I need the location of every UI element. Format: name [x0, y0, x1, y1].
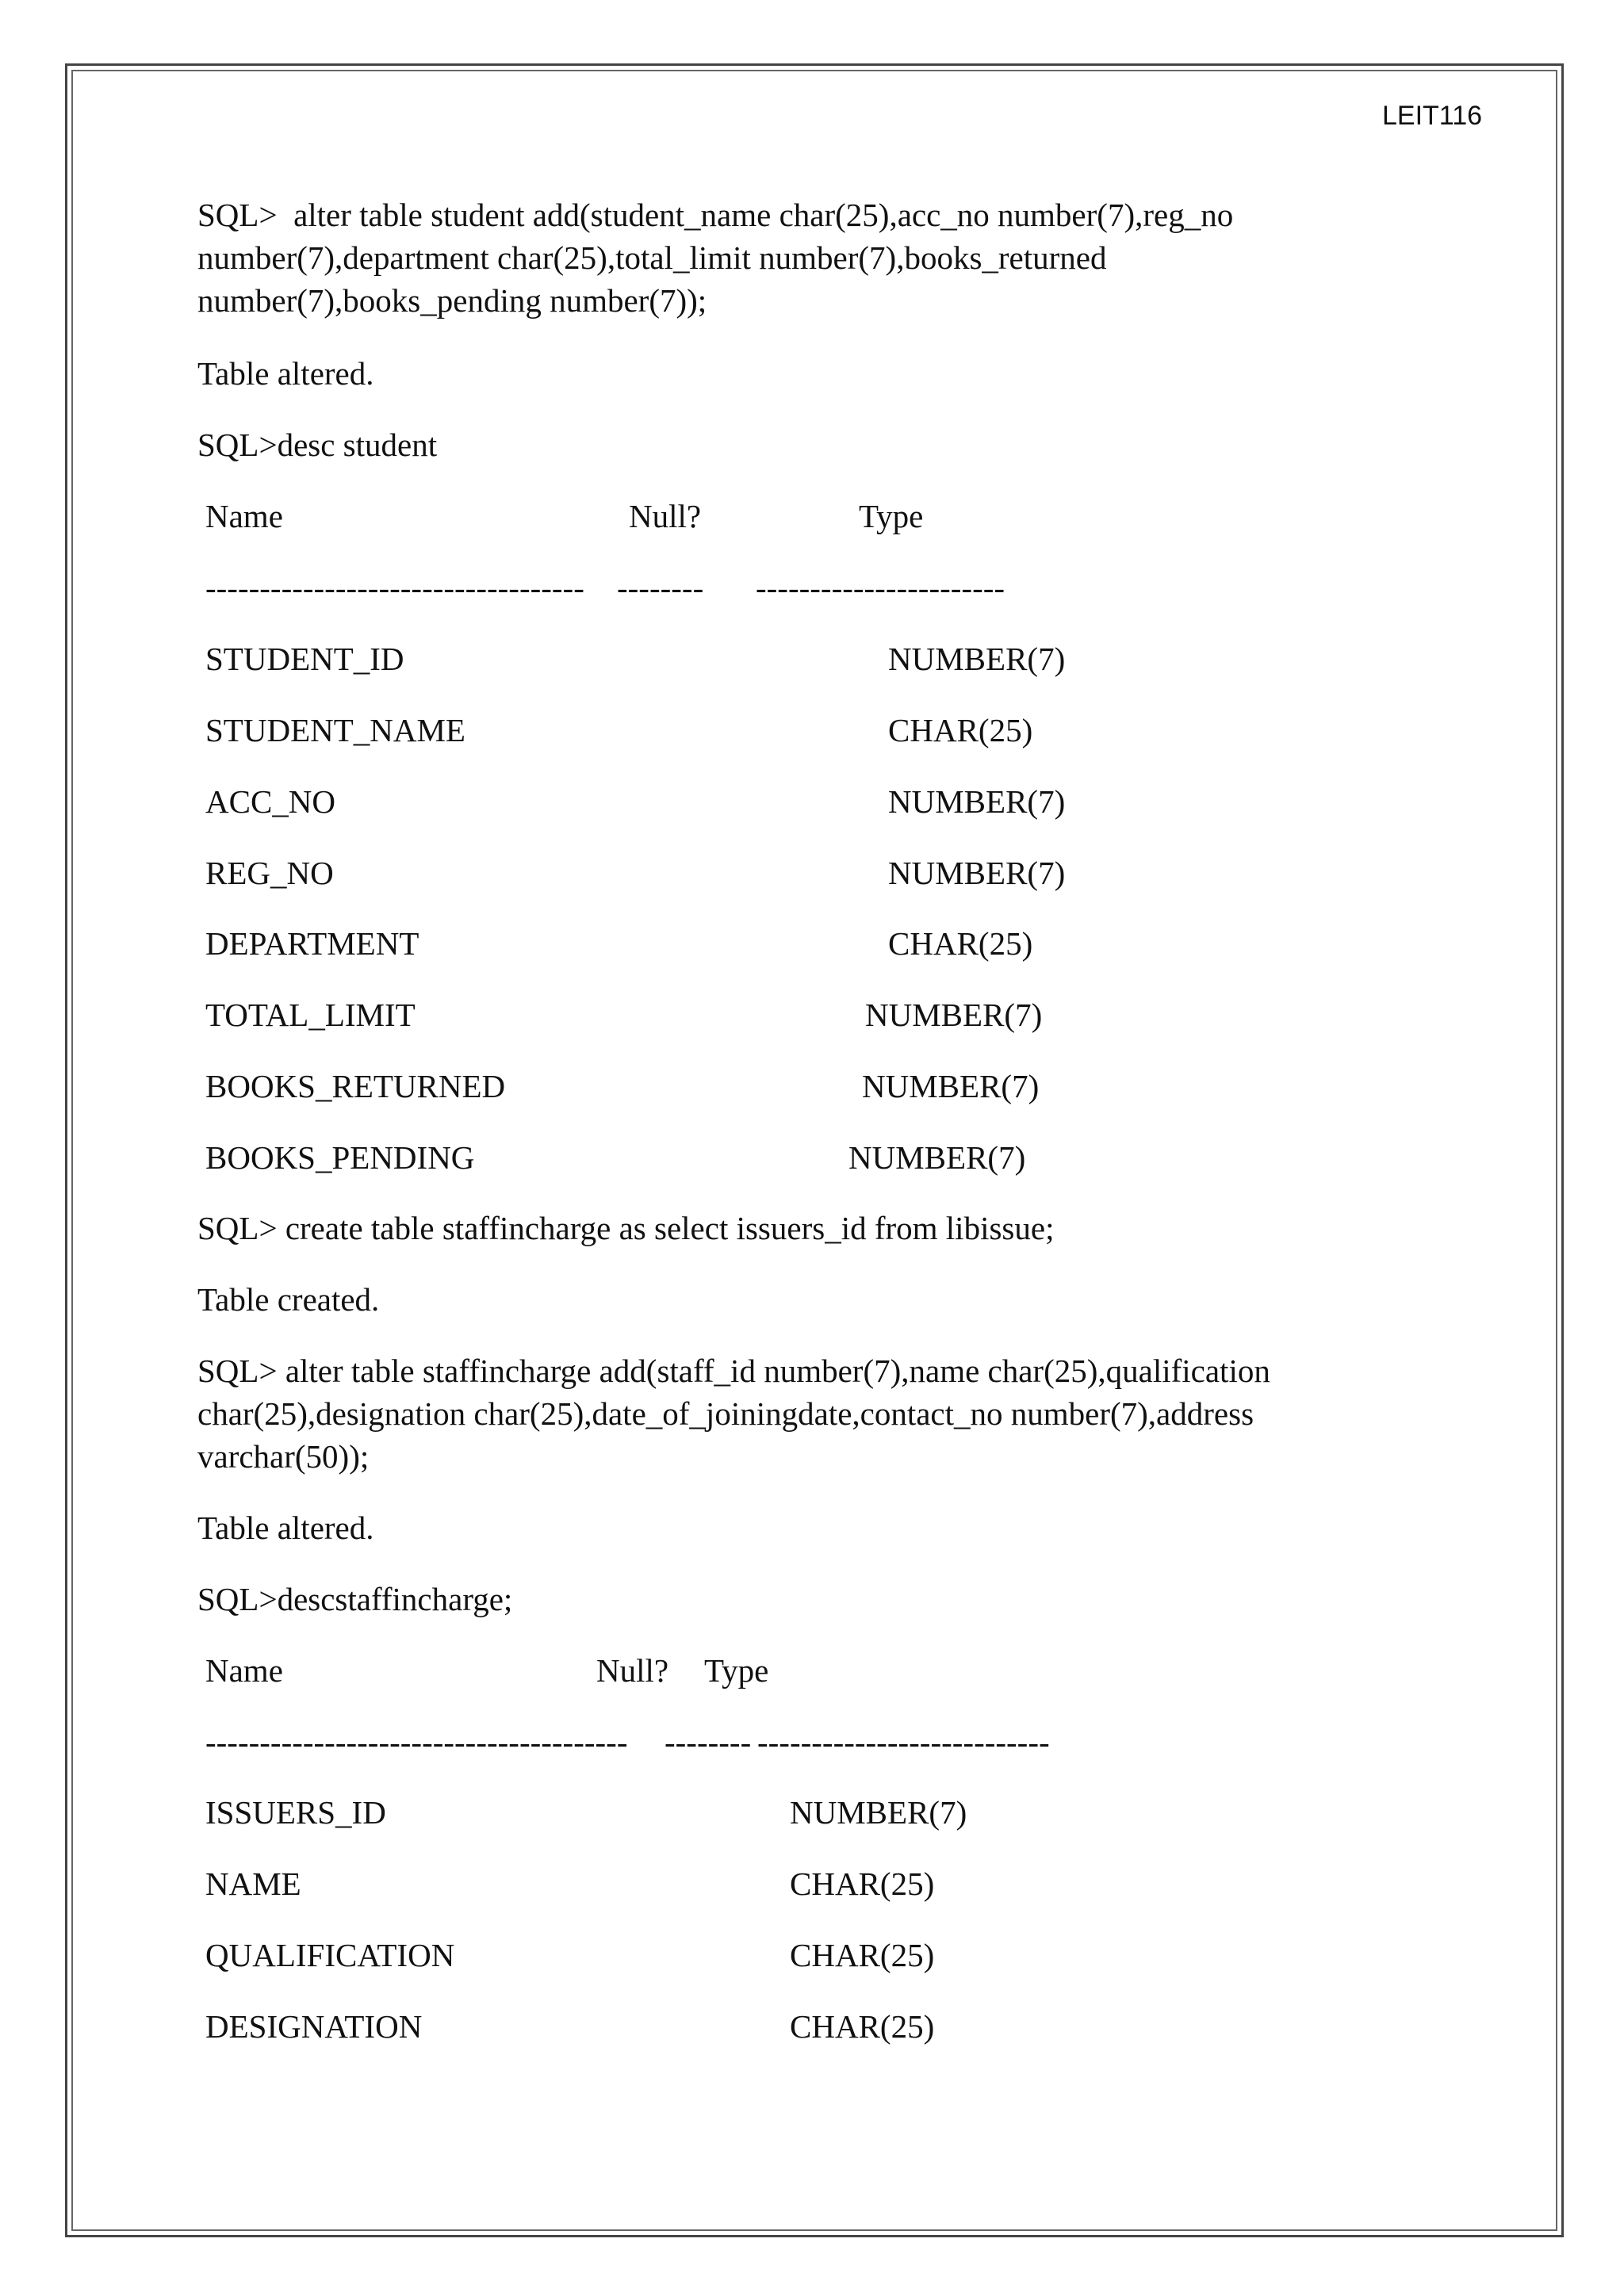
desc-student-header-name: Name	[205, 498, 283, 534]
desc-student-row-type: NUMBER(7)	[888, 855, 1066, 891]
desc-student-row-name: BOOKS_RETURNED	[205, 1068, 506, 1104]
desc-staffincharge-row-type: NUMBER(7)	[790, 1794, 967, 1831]
desc-student-header-null: Null?	[629, 498, 702, 534]
desc-staffincharge-row-name: QUALIFICATION	[205, 1937, 455, 1973]
desc-student-row-type: NUMBER(7)	[848, 1139, 1026, 1176]
alter-staffincharge-line-3: varchar(50));	[197, 1438, 370, 1475]
alter-student-line-1: SQL> alter table student add(student_name char(25),acc_no number(7),reg_no	[197, 197, 1234, 233]
desc-student-command: SQL>desc student	[197, 427, 438, 463]
desc-staffincharge-header-type: Type	[704, 1652, 769, 1689]
desc-staffincharge-row-name: ISSUERS_ID	[205, 1794, 386, 1831]
create-staffincharge-command: SQL> create table staffincharge as select issuers_id from libissue;	[197, 1210, 1055, 1246]
desc-student-row-name: REG_NO	[205, 855, 334, 891]
desc-staffincharge-row-type: CHAR(25)	[790, 2008, 935, 2045]
desc-staffincharge-command: SQL>descstaffincharge;	[197, 1581, 513, 1617]
desc-student-row-type: NUMBER(7)	[862, 1068, 1040, 1104]
alter-staffincharge-result: Table altered.	[197, 1510, 374, 1546]
desc-staffincharge-row-type: CHAR(25)	[790, 1866, 935, 1902]
desc-staffincharge-separator-type: ---------------------------	[757, 1724, 1050, 1760]
desc-staffincharge-header-null: Null?	[596, 1652, 669, 1689]
alter-student-result: Table altered.	[197, 355, 374, 392]
desc-student-row-name: ACC_NO	[205, 783, 336, 820]
desc-staffincharge-row-name: NAME	[205, 1866, 301, 1902]
alter-staffincharge-line-1: SQL> alter table staffincharge add(staff_id number(7),name char(25),qualification	[197, 1353, 1270, 1389]
desc-student-row-type: NUMBER(7)	[888, 783, 1066, 820]
desc-student-row-name: STUDENT_NAME	[205, 712, 465, 748]
alter-student-line-2: number(7),department char(25),total_limit number(7),books_returned	[197, 239, 1107, 276]
desc-student-row-name: DEPARTMENT	[205, 925, 419, 962]
desc-student-separator-name: -----------------------------------	[205, 569, 584, 606]
desc-staffincharge-header-name: Name	[205, 1652, 283, 1689]
alter-student-line-3: number(7),books_pending number(7));	[197, 282, 707, 319]
desc-staffincharge-row-type: CHAR(25)	[790, 1937, 935, 1973]
desc-staffincharge-separator-null: --------	[665, 1724, 752, 1760]
desc-student-row-type: NUMBER(7)	[865, 997, 1043, 1033]
desc-staffincharge-separator-name: ---------------------------------------	[205, 1724, 628, 1760]
desc-student-row-name: TOTAL_LIMIT	[205, 997, 416, 1033]
desc-student-row-type: NUMBER(7)	[888, 641, 1066, 677]
desc-student-separator-null: --------	[617, 569, 704, 606]
desc-student-row-name: STUDENT_ID	[205, 641, 404, 677]
desc-student-row-type: CHAR(25)	[888, 925, 1033, 962]
desc-student-header-type: Type	[859, 498, 924, 534]
desc-staffincharge-row-name: DESIGNATION	[205, 2008, 423, 2045]
create-staffincharge-result: Table created.	[197, 1281, 380, 1318]
desc-student-separator-type: -----------------------	[756, 569, 1005, 606]
desc-student-row-type: CHAR(25)	[888, 712, 1033, 748]
desc-student-row-name: BOOKS_PENDING	[205, 1139, 475, 1176]
alter-staffincharge-line-2: char(25),designation char(25),date_of_joiningdate,contact_no number(7),address	[197, 1395, 1254, 1432]
page-code: LEIT116	[1382, 101, 1483, 131]
